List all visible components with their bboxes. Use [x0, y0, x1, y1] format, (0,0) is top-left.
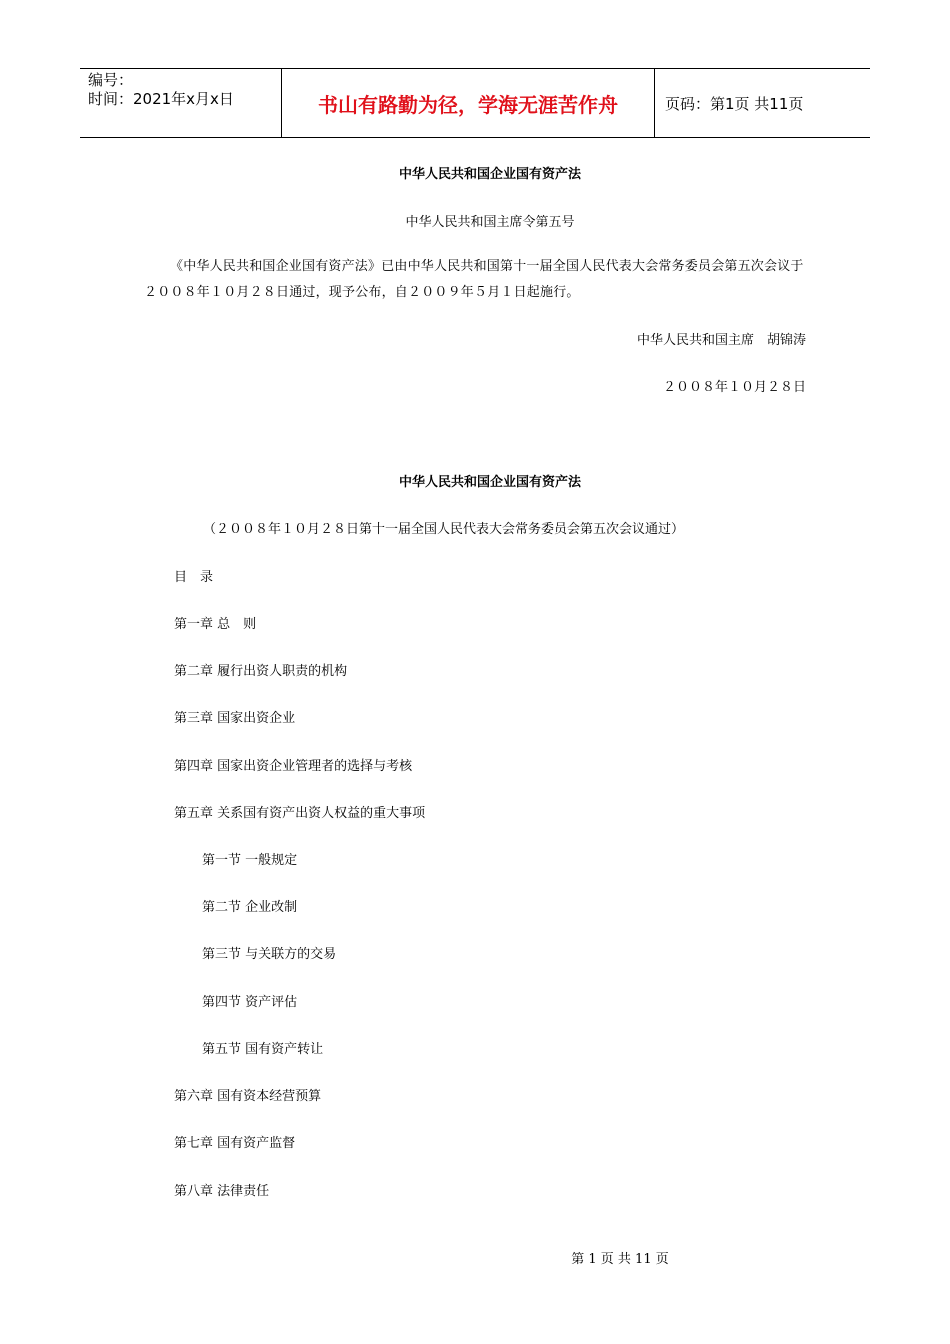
toc-subitem: 第三节 与关联方的交易 [202, 947, 337, 962]
toc-item: 第七章 国有资产监督 [174, 1136, 296, 1151]
toc-item: 第三章 国家出资企业 [174, 711, 296, 726]
toc-item: 第八章 法律责任 [174, 1184, 270, 1199]
toc-subitem: 第二节 企业改制 [202, 900, 298, 915]
toc-subitem: 第四节 资产评估 [202, 995, 298, 1010]
toc-subitem: 第五节 国有资产转让 [202, 1042, 324, 1057]
toc-item: 第二章 履行出资人职责的机构 [174, 664, 348, 679]
toc-heading: 目 录 [174, 570, 214, 585]
header-page-info: 页码：第1页 共11页 [665, 94, 804, 113]
time-label: 时间：2021年x月x日 [88, 90, 234, 108]
adoption-note: （２００８年１０月２８日第十一届全国人民代表大会常务委员会第五次会议通过） [203, 522, 685, 537]
page-footer: 第 1 页 共 11 页 [571, 1252, 669, 1267]
page-header [80, 68, 870, 138]
toc-item: 第六章 国有资本经营预算 [174, 1089, 322, 1104]
promulgation-paragraph: 《中华人民共和国企业国有资产法》已由中华人民共和国第十一届全国人民代表大会常务委员会第五次会议于２００８年１０月２８日通过，现予公布，自２００９年５月１日起施行。 [144, 259, 804, 300]
header-motto: 书山有路勤为径，学海无涯苦作舟 [282, 69, 655, 137]
doc-title: 中华人民共和国企业国有资产法 [398, 167, 581, 182]
toc-item: 第四章 国家出资企业管理者的选择与考核 [174, 759, 413, 774]
sign-date: ２００８年１０月２８日 [662, 380, 806, 395]
toc-subitem: 第一节 一般规定 [202, 853, 298, 868]
signer: 中华人民共和国主席 胡锦涛 [636, 333, 806, 348]
law-title: 中华人民共和国企业国有资产法 [398, 475, 581, 490]
toc-item: 第五章 关系国有资产出资人权益的重大事项 [174, 806, 426, 821]
toc-item: 第一章 总 则 [174, 617, 257, 632]
decree-number: 中华人民共和国主席令第五号 [405, 215, 575, 230]
number-label: 编号： [88, 71, 134, 89]
header-meta [80, 69, 282, 137]
